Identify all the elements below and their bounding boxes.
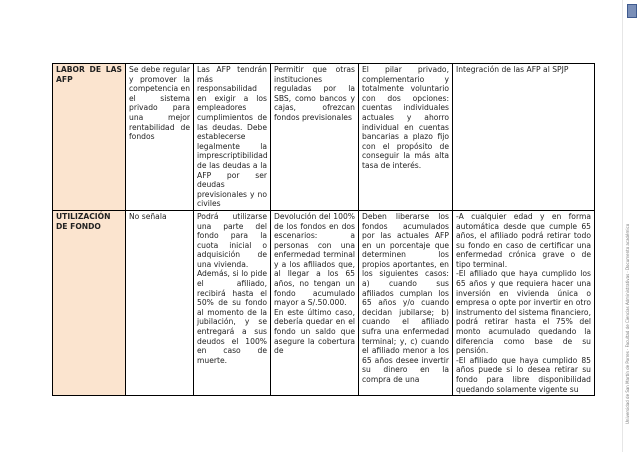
- table-cell: No señala: [126, 210, 194, 395]
- table-cell: Permitir que otras instituciones reguladas por la SBS, como bancos y cajas, ofrezcan fondos previsionales: [271, 64, 359, 211]
- table-cell: [453, 210, 595, 395]
- cell-paragraph: -A cualquier edad y en forma automática desde que cumple 65 años, el afiliado podrá retirar todo su fondo en caso de certificar una enfermedad crónica grave o de tipo terminal.: [456, 211, 591, 269]
- cell-paragraph: -El afiliado que haya cumplido 85 años puede si lo desea retirar su fondo para libre disponibilidad quedando solamente vigente su: [456, 355, 591, 394]
- row-header-utilizacion: UTILIZACIÓN DE FONDO: [53, 210, 126, 395]
- table-row: [53, 64, 595, 211]
- cell-paragraph: Devolución del 100% de los fondos en dos escenarios: a personas con una enfermedad terminal y a los afiliados que, al llegar a los 65 años, no tengan un fondo acumulado mayor a S/.50.000.: [274, 211, 355, 308]
- cell-paragraph: En este último caso, debería quedar en el fondo un saldo que asegure la cobertura de: [274, 307, 355, 356]
- cell-paragraph: Además, si lo pide el afiliado, recibirá hasta el 50% de su fondo al momento de la jubilación, y se entregará a sus deudos el 100% en caso de muerte.: [197, 269, 267, 365]
- table-cell: Deben liberarse los fondos acumulados por las actuales AFP en un porcentaje que determinen los propios aportantes, en los siguientes casos: a) cuando sus afiliados cumplan los 65 años y/o cuando decidan jubilarse; b) cuando el afiliado sufra una enfermedad terminal; y, c) cuando el afiliado menor a los 65 años desee invertir su dinero en la compra de una: [359, 210, 453, 395]
- publisher-logo-icon: [627, 4, 637, 18]
- cell-paragraph: -El afiliado que haya cumplido los 65 años y que requiera hacer una inversión en vivienda única o empresa o opte por invertir en otro instrumento del sistema financiero, podrá retirar hasta el 75% del monto acumulado quedando la diferencia como base de su pensión.: [456, 269, 591, 356]
- cell-paragraph: Podrá utilizarse una parte del fondo para la cuota inicial o adquisición de una vivienda.: [197, 211, 267, 269]
- table-cell: El pilar privado, complementario y totalmente voluntario con dos opciones: cuentas individuales actuales y ahorro individual en cuentas bancarias a plazo fijo con el propósito de conseguir la más alta tasa de interés.: [359, 64, 453, 211]
- cell-content: [197, 212, 267, 394]
- table-cell: [194, 210, 271, 395]
- comparison-table: [52, 63, 595, 396]
- table-cell: Integración de las AFP al SPJP: [453, 64, 595, 211]
- side-watermark-text: Universidad de San Martín de Porres · Facultad de Ciencias Administrativas · Documento académico: [625, 223, 630, 424]
- row-header-labor: LABOR DE LAS AFP: [53, 64, 126, 211]
- table-cell: Se debe regular y promover la competencia en el sistema privado para una mejor rentabilidad de fondos: [126, 64, 194, 211]
- table-cell: Las AFP tendrán más responsabilidad en exigir a los empleadores cumplimientos de las deudas. Debe establecerse legalmente la imprescriptibilidad de las deudas a la AFP por ser deudas previsionales y no civiles: [194, 64, 271, 211]
- table-cell: [271, 210, 359, 395]
- table-row: [53, 210, 595, 395]
- cell-content: [456, 212, 591, 394]
- cell-content: [274, 212, 355, 394]
